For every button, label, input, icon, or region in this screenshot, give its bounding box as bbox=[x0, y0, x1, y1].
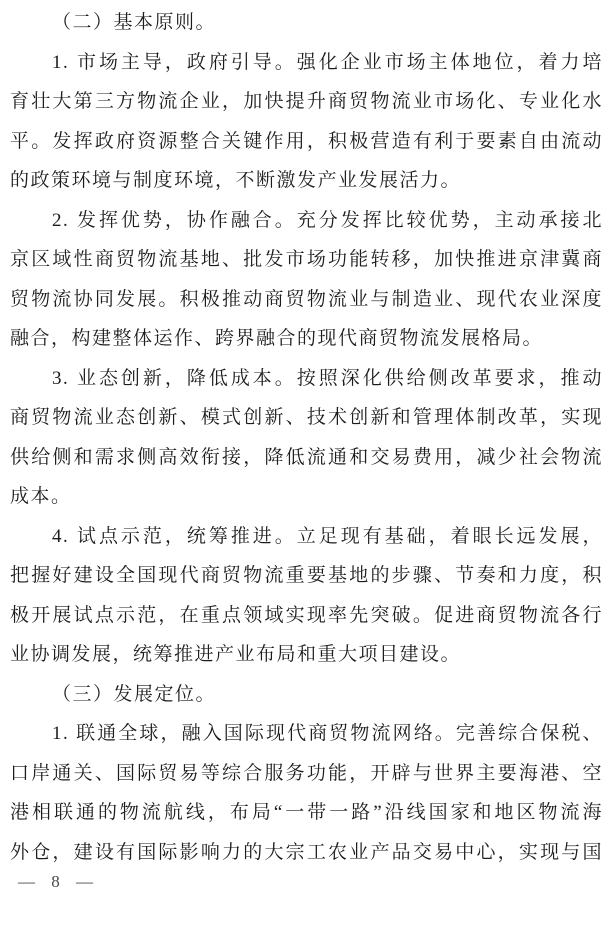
body-line: 4. 试点示范，统筹推进。立足现有基础，着眼长远发展， bbox=[52, 525, 603, 547]
body-line: 育壮大第三方物流企业，加快提升商贸物流业市场化、专业化水 bbox=[10, 91, 603, 112]
body-line: 平。发挥政府资源整合关键作用，积极营造有利于要素自由流动 bbox=[10, 130, 603, 152]
page-number: — 8 — bbox=[18, 872, 99, 891]
section-heading: （二）基本原则。 bbox=[52, 12, 217, 33]
body-line: 外仓，建设有国际影响力的大宗工农业产品交易中心，实现与国 bbox=[10, 841, 603, 863]
body-line: 业协调发展，统筹推进产业布局和重大项目建设。 bbox=[10, 644, 462, 665]
body-line: 贸物流协同发展。积极推动商贸物流业与制造业、现代农业深度 bbox=[10, 288, 603, 310]
body-line: 商贸物流业态创新、模式创新、技术创新和管理体制改革，实现 bbox=[10, 407, 603, 428]
body-line: 极开展试点示范，在重点领域实现率先突破。促进商贸物流各行 bbox=[10, 604, 603, 626]
body-line: 融合，构建整体运作、跨界融合的现代商贸物流发展格局。 bbox=[10, 328, 544, 349]
body-line: 1. 市场主导，政府引导。强化企业市场主体地位，着力培 bbox=[52, 51, 603, 73]
body-line: 港相联通的物流航线，布局“一带一路”沿线国家和地区物流海 bbox=[10, 802, 603, 823]
body-line: 口岸通关、国际贸易等综合服务功能，开辟与世界主要海港、空 bbox=[10, 762, 603, 784]
body-line: 成本。 bbox=[10, 486, 72, 507]
body-line: 2. 发挥优势，协作融合。充分发挥比较优势，主动承接北 bbox=[52, 209, 603, 231]
section-heading: （三）发展定位。 bbox=[52, 683, 217, 705]
body-line: 的政策环境与制度环境，不断激发产业发展活力。 bbox=[10, 170, 462, 191]
body-line: 京区域性商贸物流基地、批发市场功能转移，加快推进京津冀商 bbox=[10, 249, 603, 270]
body-line: 把握好建设全国现代商贸物流重要基地的步骤、节奏和力度，积 bbox=[10, 565, 603, 586]
body-line: 供给侧和需求侧高效衔接，降低流通和交易费用，减少社会物流 bbox=[10, 446, 603, 468]
body-line: 1. 联通全球，融入国际现代商贸物流网络。完善综合保税、 bbox=[52, 723, 603, 744]
body-line: 3. 业态创新，降低成本。按照深化供给侧改革要求，推动 bbox=[52, 367, 603, 389]
